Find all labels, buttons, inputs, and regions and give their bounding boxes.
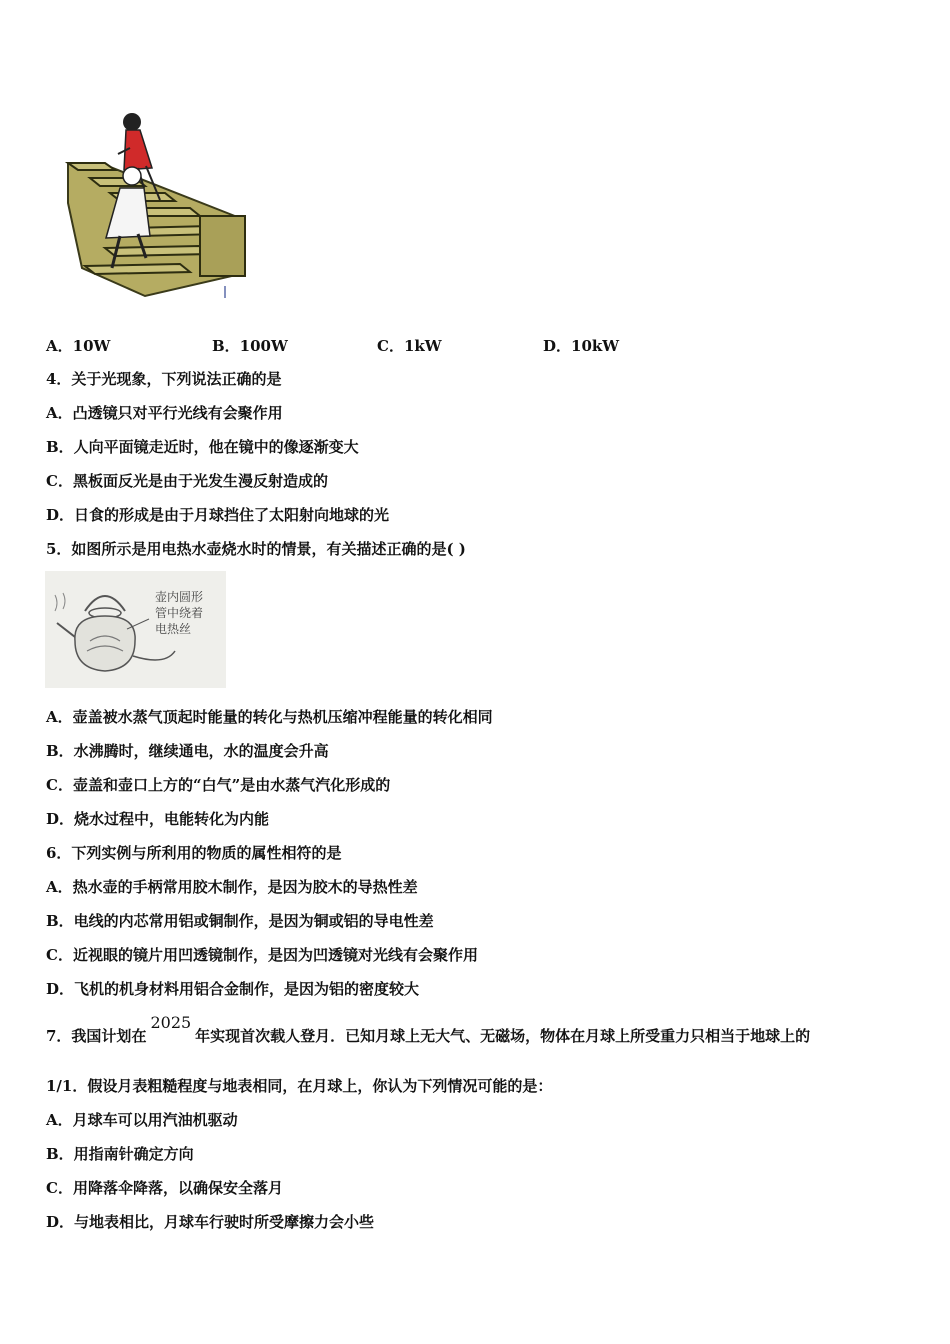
q4-option-a: A．凸透镜只对平行光线有会聚作用 [46, 404, 283, 422]
q4-option-c: C．黑板面反光是由于光发生漫反射造成的 [46, 472, 328, 490]
q7-stem-suffix: 年实现首次载人登月．已知月球上无大气、无磁场，物体在月球上所受重力只相当于地球上的 [195, 1027, 811, 1045]
q6-option-a: A．热水壶的手柄常用胶木制作，是因为胶木的导热性差 [46, 878, 418, 896]
q5-option-c: C．壶盖和壶口上方的“白气”是由水蒸气汽化形成的 [46, 776, 391, 794]
q6-option-c: C．近视眼的镜片用凹透镜制作，是因为凹透镜对光线有会聚作用 [46, 946, 478, 964]
q5-stem: 5．如图所示是用电热水壶烧水时的情景，有关描述正确的是( ) [46, 540, 466, 558]
kettle-label-1: 壶内圆形 [155, 590, 204, 604]
q3-option-b: B．100W [212, 337, 288, 355]
q7-stem-line2: 1/1．假设月表粗糙程度与地表相同，在月球上，你认为下列情况可能的是： [46, 1077, 553, 1095]
kettle-label-2: 管中绕着 [155, 606, 204, 620]
kettle-label-3: 电热丝 [155, 622, 192, 636]
q3-option-c: C．1kW [377, 337, 442, 355]
q3-option-a: A．10W [46, 337, 111, 355]
kettle-figure [45, 571, 226, 688]
q6-option-d: D．飞机的机身材料用铝合金制作，是因为铝的密度较大 [46, 980, 420, 998]
staircase-figure [60, 108, 250, 303]
q5-option-d: D．烧水过程中，电能转化为内能 [46, 810, 270, 828]
q3-option-d: D．10kW [543, 337, 620, 355]
q6-option-b: B．电线的内芯常用铝或铜制作，是因为铜或铝的导电性差 [46, 912, 434, 930]
q6-stem: 6．下列实例与所利用的物质的属性相符的是 [46, 844, 342, 862]
q7-option-a: A．月球车可以用汽油机驱动 [46, 1111, 238, 1129]
q5-option-a: A．壶盖被水蒸气顶起时能量的转化与热机压缩冲程能量的转化相同 [46, 708, 493, 726]
q7-option-c: C．用降落伞降落，以确保安全落月 [46, 1179, 283, 1197]
q5-option-b: B．水沸腾时，继续通电，水的温度会升高 [46, 742, 329, 760]
q7-year: 2025 [150, 1013, 192, 1032]
q7-option-b: B．用指南针确定方向 [46, 1145, 194, 1163]
q4-stem: 4．关于光现象，下列说法正确的是 [46, 370, 282, 388]
q7-stem [46, 1013, 811, 1046]
q7-option-d: D．与地表相比，月球车行驶时所受摩擦力会小些 [46, 1213, 375, 1231]
q4-option-b: B．人向平面镜走近时，他在镜中的像逐渐变大 [46, 438, 359, 456]
q4-option-d: D．日食的形成是由于月球挡住了太阳射向地球的光 [46, 506, 390, 524]
q7-stem-prefix: 7．我国计划在 [46, 1027, 147, 1045]
